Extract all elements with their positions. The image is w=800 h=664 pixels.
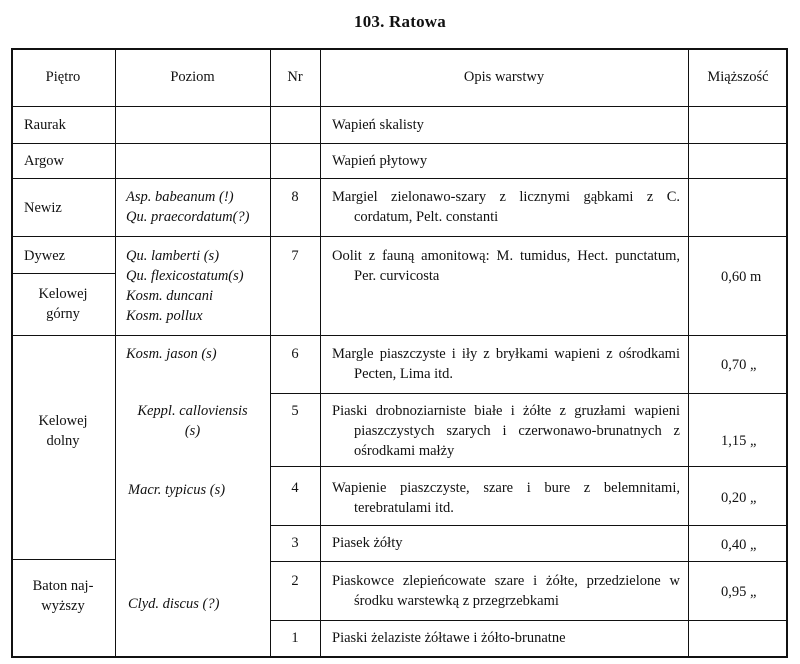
- col-divider: [320, 48, 321, 658]
- header-nr: Nr: [287, 69, 303, 85]
- header-pietro: Piętro: [45, 69, 81, 85]
- layer-description: Piaski drobnoziarniste białe i żółte z gruzłami wapieni piaszczystych szarych i czerwonawo-brunatnych z ośrodkami małży: [332, 403, 680, 459]
- layer-number: 2: [291, 573, 299, 589]
- header-rule: [11, 106, 788, 107]
- header-opis: Opis warstwy: [463, 69, 545, 85]
- layer-description: Piaski żelaziste żółtawe i żółto-brunatne: [332, 630, 566, 646]
- layer-description: Margiel zielonawo-szary z licznymi gąbkami z C. cordatum, Pelt. constanti: [332, 189, 680, 225]
- layer-description: Wapienie piaszczyste, szare i bure z belemnitami, terebratulami itd.: [332, 480, 680, 516]
- layer-number: 1: [291, 630, 299, 646]
- zone-clyd: Clyd. discus (?): [128, 596, 220, 612]
- layer-thickness: 0,95 „: [721, 584, 757, 600]
- layer-number: 6: [291, 346, 299, 362]
- header-miazszosc: Miąższość: [707, 69, 769, 85]
- page-title: 103. Ratowa: [354, 12, 446, 31]
- stage-baton: Baton naj- wyższy: [32, 578, 94, 614]
- row-rule: [270, 620, 788, 621]
- row-rule: [11, 236, 788, 237]
- row-rule: [115, 335, 688, 336]
- row-rule: [11, 559, 115, 560]
- layer-number: 3: [291, 535, 299, 551]
- layer-description: Wapień skalisty: [332, 117, 424, 133]
- stage-newiz: Newiz: [24, 200, 62, 216]
- stage-kelowej-dolny: Kelowej dolny: [38, 413, 88, 449]
- col-divider: [115, 48, 116, 658]
- stage-argow: Argow: [24, 153, 65, 169]
- layer-description: Piasek żółty: [332, 535, 403, 551]
- stage-dywez: Dywez: [24, 248, 66, 264]
- layer-number: 4: [291, 480, 299, 496]
- stage-kelowej-gorny: Kelowej górny: [38, 286, 88, 322]
- zone-newiz: Asp. babeanum (!) Qu. praecordatum(?): [126, 189, 250, 225]
- layer-description: Piaskowce zlepieńcowate szare i żółte, przedzielone w środku warstewką z przegrzebkami: [332, 573, 680, 609]
- layer-number: 8: [291, 189, 299, 205]
- row-rule: [270, 393, 788, 394]
- zone-kosm-jason: Kosm. jason (s): [126, 346, 217, 362]
- layer-number: 7: [291, 248, 299, 264]
- layer-thickness: 0,40 „: [721, 537, 757, 553]
- layer-number: 5: [291, 403, 299, 419]
- header-poziom: Poziom: [170, 69, 215, 85]
- stage-raurak: Raurak: [24, 117, 66, 133]
- layer-description: Wapień płytowy: [332, 153, 428, 169]
- row-rule: [11, 273, 115, 274]
- zone-dywez-kelowej: Qu. lamberti (s) Qu. flexicostatum(s) Kosm. duncani Kosm. pollux: [126, 248, 244, 324]
- col-divider: [688, 48, 689, 658]
- layer-description: Margle piaszczyste i iły z bryłkami wapieni z ośrodkami Pecten, Lima itd.: [332, 346, 680, 382]
- row-rule: [11, 335, 115, 336]
- row-rule: [11, 178, 788, 179]
- row-rule: [11, 143, 788, 144]
- layer-thickness: 1,15 „: [721, 433, 757, 449]
- row-rule: [270, 466, 788, 467]
- layer-thickness: 0,60 m: [721, 269, 762, 285]
- layer-thickness: 0,20 „: [721, 490, 757, 506]
- zone-macr: Macr. typicus (s): [128, 482, 226, 498]
- row-rule: [688, 335, 788, 336]
- layer-description: Oolit z fauną amonitową: M. tumidus, Hect. punctatum, Per. curvicosta: [332, 248, 680, 284]
- row-rule: [270, 525, 788, 526]
- zone-keppl: Keppl. calloviensis (s): [137, 403, 248, 439]
- layer-thickness: 0,70 „: [721, 357, 757, 373]
- row-rule: [270, 561, 788, 562]
